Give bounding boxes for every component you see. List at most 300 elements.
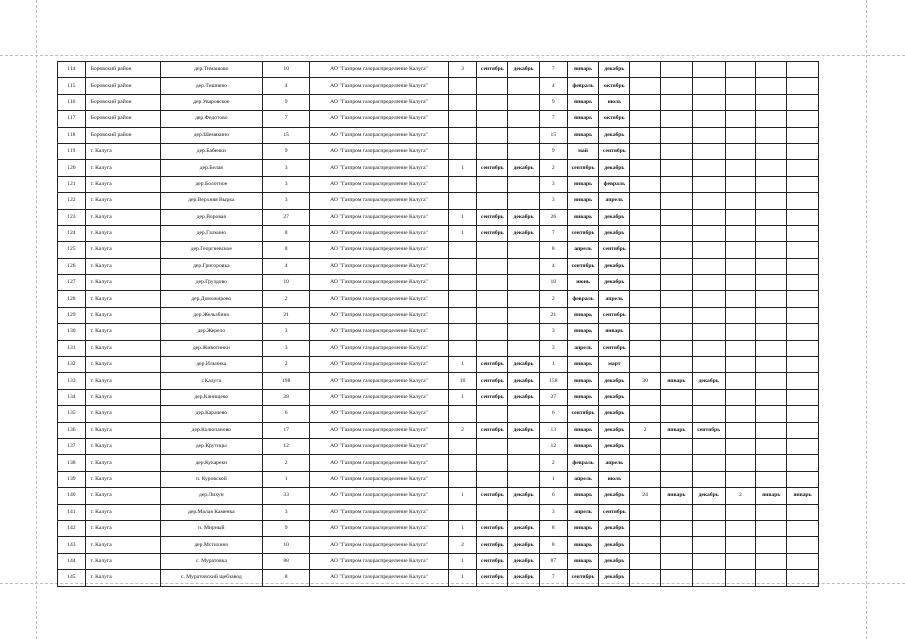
cell-stage4-end	[787, 62, 819, 78]
cell-stage2-count: 8	[539, 537, 567, 553]
cell-stage2-end: сентябрь	[599, 143, 630, 159]
cell-stage3-end	[692, 537, 725, 553]
cell-stage1-end	[508, 94, 540, 110]
cell-organization: АО "Газпром газораспределение Калуга"	[310, 307, 448, 323]
cell-district: г. Калуга	[85, 160, 160, 176]
cell-row-number: 145	[58, 570, 86, 586]
cell-stage2-count: 87	[539, 553, 567, 569]
cell-stage1-end: декабрь	[508, 488, 540, 504]
cell-district: Боровский район	[85, 111, 160, 127]
cell-stage3-count	[630, 357, 661, 373]
cell-stage2-count: 9	[539, 94, 567, 110]
cell-stage4-start: январь	[756, 488, 787, 504]
cell-stage4-count	[725, 275, 756, 291]
cell-settlement: дер.Мстихино	[160, 537, 263, 553]
cell-settlement: дер.Белая	[160, 160, 263, 176]
cell-stage1-end: декабрь	[508, 209, 540, 225]
cell-stage2-start: январь	[567, 307, 599, 323]
cell-stage1-start	[477, 94, 508, 110]
cell-stage4-start	[756, 242, 787, 258]
cell-stage2-start: январь	[567, 357, 599, 373]
cell-stage4-end	[787, 373, 819, 389]
cell-total-count: 88	[263, 553, 310, 569]
cell-stage2-end: декабрь	[599, 209, 630, 225]
cell-stage1-end	[508, 438, 540, 454]
cell-stage2-start: январь	[567, 94, 599, 110]
cell-stage1-count	[448, 111, 477, 127]
cell-stage3-count	[630, 242, 661, 258]
cell-stage3-count	[630, 553, 661, 569]
cell-stage2-end: декабрь	[599, 438, 630, 454]
cell-stage4-end	[787, 176, 819, 192]
cell-stage3-start	[660, 209, 692, 225]
cell-stage3-end: сентябрь	[692, 422, 725, 438]
cell-stage1-end	[508, 176, 540, 192]
cell-stage3-end	[692, 324, 725, 340]
cell-stage2-count: 10	[539, 275, 567, 291]
cell-stage2-count: 7	[539, 62, 567, 78]
cell-stage1-count	[448, 455, 477, 471]
cell-stage4-start	[756, 143, 787, 159]
cell-stage1-end	[508, 275, 540, 291]
cell-stage2-end: январь	[599, 324, 630, 340]
cell-organization: АО "Газпром газораспределение Калуга"	[310, 324, 448, 340]
cell-stage1-count	[448, 340, 477, 356]
cell-stage3-start	[660, 275, 692, 291]
cell-stage1-end: декабрь	[508, 553, 540, 569]
cell-stage3-end: декабрь	[692, 488, 725, 504]
cell-settlement: дер.Шемякино	[160, 127, 263, 143]
cell-stage1-end	[508, 406, 540, 422]
cell-stage2-end: октябрь	[599, 111, 630, 127]
cell-district: г. Калуга	[85, 422, 160, 438]
cell-stage4-start	[756, 225, 787, 241]
cell-stage3-start	[660, 438, 692, 454]
cell-settlement: дер.Лихун	[160, 488, 263, 504]
cell-stage4-start	[756, 307, 787, 323]
cell-stage1-count	[448, 406, 477, 422]
cell-stage3-start	[660, 176, 692, 192]
cell-stage2-start: апрель	[567, 242, 599, 258]
cell-stage2-count: 6	[539, 406, 567, 422]
cell-organization: АО "Газпром газораспределение Калуга"	[310, 357, 448, 373]
cell-stage1-count	[448, 143, 477, 159]
table-row	[58, 373, 819, 389]
cell-row-number: 121	[58, 176, 86, 192]
cell-district: г. Калуга	[85, 520, 160, 536]
cell-stage4-end	[787, 291, 819, 307]
cell-settlement: дер.Тишнево	[160, 78, 263, 94]
page-guide-top	[0, 55, 905, 56]
cell-total-count: 2	[263, 357, 310, 373]
table-row	[58, 143, 819, 159]
cell-organization: АО "Газпром газораспределение Калуга"	[310, 225, 448, 241]
cell-settlement: дер.Галкино	[160, 225, 263, 241]
cell-row-number: 125	[58, 242, 86, 258]
cell-stage3-start	[660, 537, 692, 553]
cell-stage3-end	[692, 406, 725, 422]
cell-stage2-end: декабрь	[599, 127, 630, 143]
cell-organization: АО "Газпром газораспределение Калуга"	[310, 488, 448, 504]
cell-district: г. Калуга	[85, 373, 160, 389]
cell-stage3-count	[630, 291, 661, 307]
cell-stage2-start: январь	[567, 176, 599, 192]
cell-stage2-start: июнь	[567, 275, 599, 291]
cell-stage2-start: январь	[567, 193, 599, 209]
cell-stage1-end	[508, 127, 540, 143]
cell-settlement: п. Куровской	[160, 471, 263, 487]
cell-stage3-end	[692, 504, 725, 520]
cell-settlement: дер.Георгиевское	[160, 242, 263, 258]
cell-row-number: 143	[58, 537, 86, 553]
cell-stage2-start: январь	[567, 373, 599, 389]
cell-district: г. Калуга	[85, 193, 160, 209]
cell-stage1-count: 1	[448, 553, 477, 569]
cell-stage2-count: 1	[539, 357, 567, 373]
table-row	[58, 520, 819, 536]
cell-stage2-end: сентябрь	[599, 307, 630, 323]
cell-row-number: 141	[58, 504, 86, 520]
cell-settlement: с. Муратовский щебзавод	[160, 570, 263, 586]
cell-total-count: 3	[263, 324, 310, 340]
table-row	[58, 275, 819, 291]
cell-stage2-start: январь	[567, 537, 599, 553]
cell-stage3-count	[630, 258, 661, 274]
cell-district: г. Калуга	[85, 570, 160, 586]
cell-organization: АО "Газпром газораспределение Калуга"	[310, 176, 448, 192]
cell-stage2-count: 2	[539, 160, 567, 176]
cell-row-number: 138	[58, 455, 86, 471]
cell-stage3-start	[660, 389, 692, 405]
cell-stage4-end	[787, 455, 819, 471]
cell-stage4-end	[787, 422, 819, 438]
cell-stage1-start	[477, 455, 508, 471]
table-row	[58, 193, 819, 209]
cell-stage4-start	[756, 422, 787, 438]
cell-stage4-count	[725, 94, 756, 110]
cell-organization: АО "Газпром газораспределение Калуга"	[310, 111, 448, 127]
cell-row-number: 124	[58, 225, 86, 241]
cell-total-count: 3	[263, 176, 310, 192]
cell-stage1-start	[477, 406, 508, 422]
cell-stage2-end: февраль	[599, 176, 630, 192]
cell-stage3-count	[630, 275, 661, 291]
cell-stage2-start: январь	[567, 520, 599, 536]
cell-organization: АО "Газпром газораспределение Калуга"	[310, 62, 448, 78]
cell-stage2-start: апрель	[567, 504, 599, 520]
cell-stage3-end	[692, 438, 725, 454]
cell-district: г. Калуга	[85, 471, 160, 487]
table-row	[58, 176, 819, 192]
cell-stage3-end	[692, 520, 725, 536]
cell-stage1-end	[508, 307, 540, 323]
cell-district: г. Калуга	[85, 291, 160, 307]
cell-stage4-count	[725, 471, 756, 487]
cell-organization: АО "Газпром газораспределение Калуга"	[310, 570, 448, 586]
cell-stage3-count	[630, 160, 661, 176]
cell-stage1-count	[448, 176, 477, 192]
cell-row-number: 144	[58, 553, 86, 569]
cell-stage1-count: 1	[448, 389, 477, 405]
cell-settlement: дер.Федотово	[160, 111, 263, 127]
cell-stage1-count	[448, 438, 477, 454]
cell-stage2-count: 27	[539, 389, 567, 405]
cell-stage1-count: 1	[448, 160, 477, 176]
cell-district: г. Калуга	[85, 307, 160, 323]
cell-stage4-start	[756, 258, 787, 274]
cell-stage2-start: январь	[567, 422, 599, 438]
cell-row-number: 123	[58, 209, 86, 225]
cell-stage3-end	[692, 258, 725, 274]
cell-total-count: 8	[263, 570, 310, 586]
cell-stage2-start: сентябрь	[567, 406, 599, 422]
cell-stage4-start	[756, 504, 787, 520]
cell-row-number: 116	[58, 94, 86, 110]
cell-stage3-count	[630, 307, 661, 323]
cell-stage4-count	[725, 307, 756, 323]
cell-stage3-end	[692, 78, 725, 94]
cell-stage2-end: октябрь	[599, 78, 630, 94]
cell-total-count: 33	[263, 488, 310, 504]
cell-stage3-end	[692, 225, 725, 241]
table-row	[58, 78, 819, 94]
cell-stage1-end: декабрь	[508, 62, 540, 78]
page-guide-right	[866, 0, 867, 639]
cell-stage3-count	[630, 111, 661, 127]
cell-stage2-start: январь	[567, 389, 599, 405]
cell-district: г. Калуга	[85, 258, 160, 274]
cell-stage4-start	[756, 471, 787, 487]
cell-organization: АО "Газпром газораспределение Калуга"	[310, 275, 448, 291]
cell-stage4-count	[725, 291, 756, 307]
cell-row-number: 126	[58, 258, 86, 274]
cell-stage3-start	[660, 357, 692, 373]
table-row	[58, 471, 819, 487]
cell-total-count: 12	[263, 438, 310, 454]
cell-stage4-end: январь	[787, 488, 819, 504]
cell-stage2-end: сентябрь	[599, 340, 630, 356]
cell-total-count: 7	[263, 111, 310, 127]
cell-total-count: 8	[263, 225, 310, 241]
cell-stage2-start: февраль	[567, 291, 599, 307]
cell-stage1-end	[508, 111, 540, 127]
cell-stage4-start	[756, 176, 787, 192]
cell-stage2-end: декабрь	[599, 488, 630, 504]
cell-stage2-count: 3	[539, 504, 567, 520]
cell-stage1-count: 1	[448, 209, 477, 225]
cell-stage4-count	[725, 537, 756, 553]
cell-district: г. Калуга	[85, 242, 160, 258]
cell-total-count: 1	[263, 471, 310, 487]
cell-stage2-start: январь	[567, 488, 599, 504]
cell-organization: АО "Газпром газораспределение Калуга"	[310, 94, 448, 110]
table-row	[58, 160, 819, 176]
cell-total-count: 3	[263, 340, 310, 356]
cell-stage1-start: сентябрь	[477, 62, 508, 78]
cell-stage3-end	[692, 193, 725, 209]
cell-stage4-start	[756, 520, 787, 536]
cell-stage3-count: 24	[630, 488, 661, 504]
cell-stage2-end: апрель	[599, 291, 630, 307]
cell-stage1-count	[448, 504, 477, 520]
cell-stage2-start: сентябрь	[567, 225, 599, 241]
cell-stage4-count	[725, 357, 756, 373]
cell-stage1-end: декабрь	[508, 570, 540, 586]
cell-organization: АО "Газпром газораспределение Калуга"	[310, 143, 448, 159]
cell-total-count: 28	[263, 389, 310, 405]
cell-total-count: 6	[263, 406, 310, 422]
cell-stage3-start	[660, 258, 692, 274]
cell-stage1-start	[477, 193, 508, 209]
table-row	[58, 307, 819, 323]
cell-stage4-start	[756, 78, 787, 94]
cell-organization: АО "Газпром газораспределение Калуга"	[310, 455, 448, 471]
cell-stage1-start	[477, 111, 508, 127]
cell-stage2-end: апрель	[599, 455, 630, 471]
cell-stage2-end: декабрь	[599, 406, 630, 422]
cell-total-count: 10	[263, 275, 310, 291]
cell-stage1-end	[508, 340, 540, 356]
cell-stage2-end: декабрь	[599, 62, 630, 78]
cell-district: г. Калуга	[85, 340, 160, 356]
cell-settlement: п. Мирный	[160, 520, 263, 536]
cell-row-number: 135	[58, 406, 86, 422]
cell-stage4-count	[725, 422, 756, 438]
cell-stage4-end	[787, 553, 819, 569]
cell-total-count: 17	[263, 422, 310, 438]
cell-stage2-end: декабрь	[599, 570, 630, 586]
cell-stage2-end: июль	[599, 471, 630, 487]
cell-stage3-start	[660, 307, 692, 323]
cell-stage4-start	[756, 324, 787, 340]
cell-organization: АО "Газпром газораспределение Калуга"	[310, 78, 448, 94]
cell-settlement: г.Калуга	[160, 373, 263, 389]
cell-stage4-end	[787, 225, 819, 241]
cell-stage3-count	[630, 471, 661, 487]
cell-settlement: дер.Животинки	[160, 340, 263, 356]
cell-stage1-start	[477, 242, 508, 258]
cell-stage4-start	[756, 438, 787, 454]
cell-stage3-end	[692, 307, 725, 323]
cell-stage1-end	[508, 471, 540, 487]
cell-stage3-end	[692, 176, 725, 192]
cell-stage3-end	[692, 291, 725, 307]
cell-stage2-end: декабрь	[599, 553, 630, 569]
cell-stage4-start	[756, 193, 787, 209]
cell-district: Боровский район	[85, 78, 160, 94]
cell-stage3-count	[630, 504, 661, 520]
table-row	[58, 488, 819, 504]
table-row	[58, 406, 819, 422]
cell-stage4-end	[787, 357, 819, 373]
cell-stage4-count	[725, 242, 756, 258]
cell-stage2-count: 8	[539, 520, 567, 536]
cell-stage1-end: декабрь	[508, 520, 540, 536]
cell-stage1-count: 2	[448, 422, 477, 438]
cell-stage3-end	[692, 389, 725, 405]
cell-stage1-start: сентябрь	[477, 537, 508, 553]
cell-stage3-count	[630, 324, 661, 340]
cell-stage2-count: 26	[539, 209, 567, 225]
cell-organization: АО "Газпром газораспределение Калуга"	[310, 553, 448, 569]
cell-stage2-count: 9	[539, 143, 567, 159]
cell-stage4-end	[787, 504, 819, 520]
cell-stage3-end	[692, 127, 725, 143]
cell-stage4-start	[756, 275, 787, 291]
cell-settlement: дер.Колюпаново	[160, 422, 263, 438]
cell-stage3-end	[692, 455, 725, 471]
cell-stage4-start	[756, 357, 787, 373]
cell-row-number: 133	[58, 373, 86, 389]
cell-stage1-start	[477, 324, 508, 340]
cell-stage2-start: январь	[567, 111, 599, 127]
cell-stage2-start: февраль	[567, 455, 599, 471]
cell-total-count: 3	[263, 504, 310, 520]
cell-stage1-start	[477, 307, 508, 323]
cell-stage2-count: 3	[539, 340, 567, 356]
cell-stage2-end: декабрь	[599, 537, 630, 553]
cell-settlement: дер.Крутицы	[160, 438, 263, 454]
cell-settlement: с. Муратовка	[160, 553, 263, 569]
table-body	[58, 62, 819, 587]
cell-stage1-start: сентябрь	[477, 570, 508, 586]
cell-stage1-start	[477, 340, 508, 356]
table-row	[58, 258, 819, 274]
cell-stage4-count	[725, 438, 756, 454]
table-row	[58, 422, 819, 438]
table-row	[58, 111, 819, 127]
cell-stage4-count: 2	[725, 488, 756, 504]
cell-settlement: дер.Бабенки	[160, 143, 263, 159]
cell-stage4-end	[787, 537, 819, 553]
cell-stage4-end	[787, 143, 819, 159]
cell-row-number: 134	[58, 389, 86, 405]
cell-stage1-count	[448, 324, 477, 340]
cell-total-count: 15	[263, 127, 310, 143]
cell-stage2-count: 7	[539, 570, 567, 586]
cell-stage3-end	[692, 357, 725, 373]
cell-stage4-start	[756, 127, 787, 143]
cell-stage2-count: 12	[539, 438, 567, 454]
cell-row-number: 140	[58, 488, 86, 504]
cell-stage3-count	[630, 570, 661, 586]
cell-stage4-count	[725, 62, 756, 78]
cell-stage1-start: сентябрь	[477, 520, 508, 536]
cell-stage3-start	[660, 471, 692, 487]
cell-district: г. Калуга	[85, 455, 160, 471]
cell-stage2-count: 1	[539, 471, 567, 487]
cell-stage2-end: декабрь	[599, 373, 630, 389]
cell-stage2-count: 2	[539, 291, 567, 307]
cell-organization: АО "Газпром газораспределение Калуга"	[310, 127, 448, 143]
cell-stage1-end	[508, 78, 540, 94]
cell-stage4-count	[725, 520, 756, 536]
cell-stage3-end	[692, 62, 725, 78]
cell-stage3-start	[660, 62, 692, 78]
cell-district: г. Калуга	[85, 406, 160, 422]
cell-settlement: дер.Жельзбино	[160, 307, 263, 323]
cell-stage2-count: 3	[539, 193, 567, 209]
cell-stage1-count	[448, 307, 477, 323]
cell-stage4-count	[725, 340, 756, 356]
cell-stage4-start	[756, 553, 787, 569]
cell-row-number: 128	[58, 291, 86, 307]
table-row	[58, 225, 819, 241]
cell-total-count: 21	[263, 307, 310, 323]
cell-stage4-start	[756, 537, 787, 553]
table-row	[58, 242, 819, 258]
cell-stage1-count: 1	[448, 520, 477, 536]
